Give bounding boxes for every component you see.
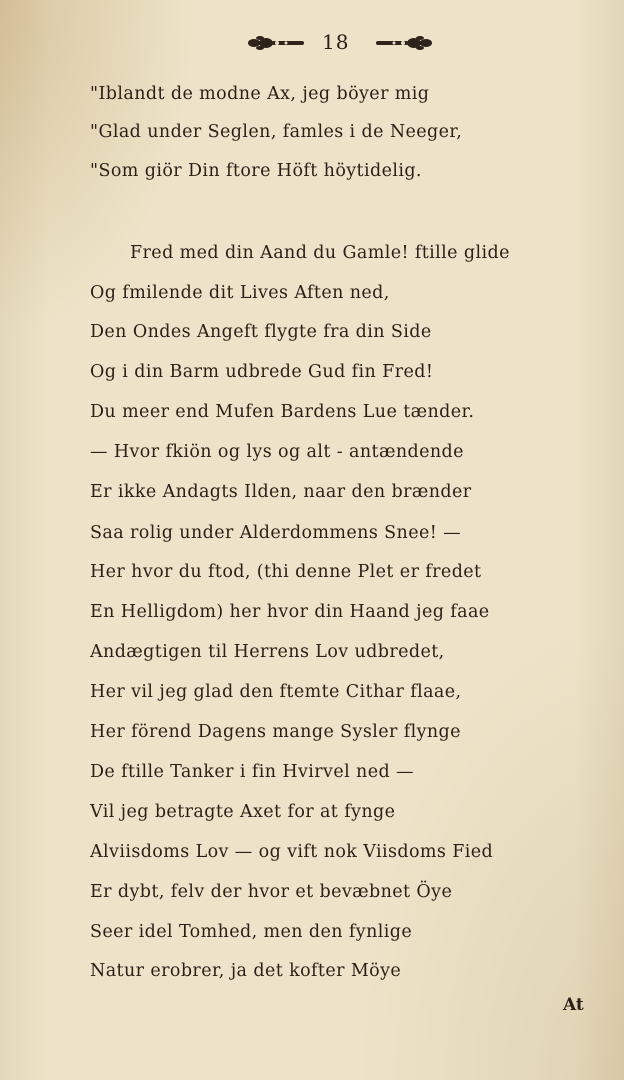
verse-line: Vil jeg betragte Axet for at fynge	[90, 802, 396, 822]
verse-line: Her vil jeg glad den ftemte Cithar flaae,	[90, 682, 462, 702]
verse-line: Er ikke Andagts Ilden, naar den brænder	[90, 482, 472, 502]
verse-line: Er dybt, felv der hvor et bevæbnet Öye	[90, 882, 453, 902]
verse-line: Alviisdoms Lov — og vift nok Viisdoms Fied	[90, 842, 494, 862]
verse-line: Her hvor du ftod, (thi denne Plet er fredet	[90, 562, 482, 582]
verse-line: Den Ondes Angeft flygte fra din Side	[90, 322, 432, 342]
verse-line: De ftille Tanker i fin Hvirvel ned —	[90, 762, 414, 782]
verse-line: Saa rolig under Alderdommens Snee! —	[90, 523, 462, 543]
page-number: 18	[322, 30, 350, 54]
right-ornament-icon	[372, 34, 434, 52]
verse-line: Seer idel Tomhed, men den fynlige	[90, 922, 413, 942]
page-header	[0, 28, 624, 58]
verse-line: Og fmilende dit Lives Aften ned,	[90, 283, 390, 303]
verse-line: "Som giör Din ftore Höft höytidelig.	[90, 161, 422, 181]
verse-line: Natur erobrer, ja det kofter Möye	[90, 961, 402, 981]
verse-line: "Iblandt de modne Ax, jeg böyer mig	[90, 84, 430, 104]
verse-line: Fred med din Aand du Gamle! ftille glide	[130, 243, 510, 263]
verse-line: "Glad under Seglen, famles i de Neeger,	[90, 122, 463, 142]
verse-line: Du meer end Mufen Bardens Lue tænder.	[90, 402, 475, 422]
verse-line: En Helligdom) her hvor din Haand jeg faae	[90, 602, 490, 622]
verse-line: Og i din Barm udbrede Gud fin Fred!	[90, 362, 434, 382]
verse-line: — Hvor fkiön og lys og alt - antændende	[90, 442, 464, 462]
catchword: At	[563, 995, 584, 1015]
verse-line: Her förend Dagens mange Sysler flynge	[90, 722, 461, 742]
verse-line: Andægtigen til Herrens Lov udbredet,	[90, 642, 445, 662]
left-ornament-icon	[246, 34, 308, 52]
